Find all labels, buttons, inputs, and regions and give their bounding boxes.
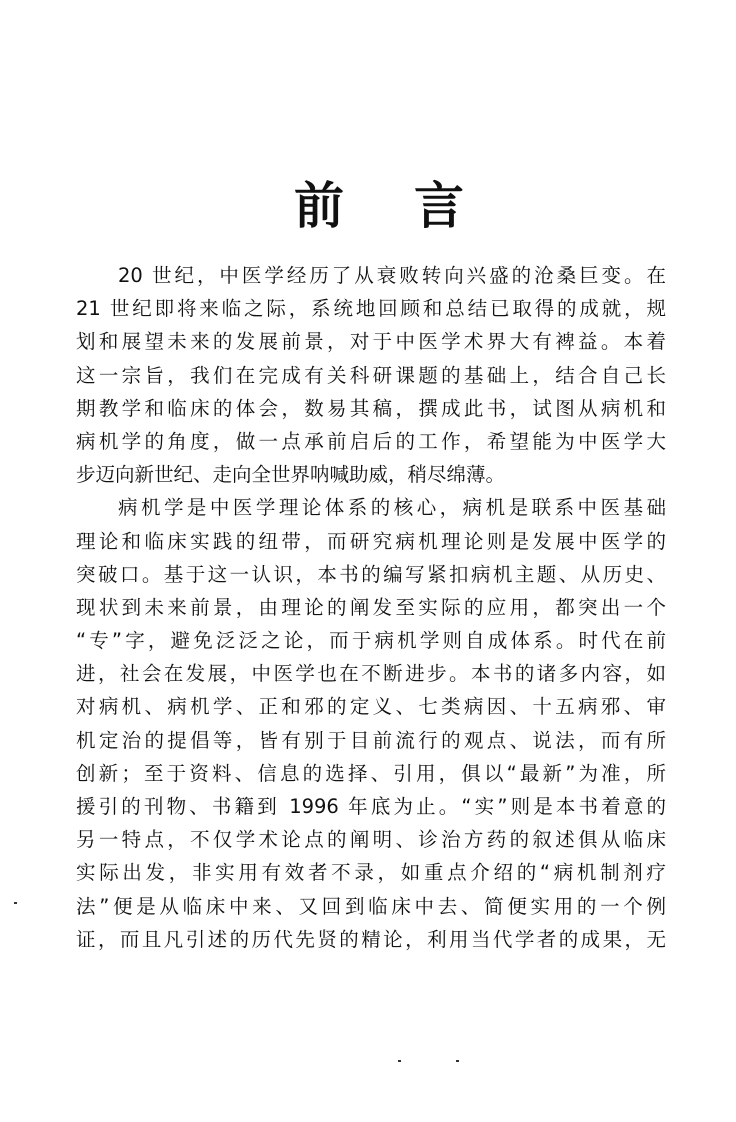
paragraph-2-line-6: 进，社会在发展，中医学也在不断进步。本书的诸多内容，如 — [76, 662, 666, 686]
title-char-1: 前 — [294, 177, 344, 235]
paragraph-1-line-4: 这一宗旨，我们在完成有关科研课题的基础上，结合自己长 — [76, 363, 666, 387]
scan-speck — [456, 1060, 459, 1062]
paragraph-2-line-14: 证，而且凡引述的历代先贤的精论，利用当代学者的成果，无 — [76, 927, 666, 951]
paragraph-1-line-6: 病机学的角度，做一点承前启后的工作，希望能为中医学大 — [76, 429, 666, 453]
paragraph-1-line-5: 期教学和临床的体会，数易其稿，撰成此书，试图从病机和 — [76, 396, 666, 420]
paragraph-2-line-3: 突破口。基于这一认识，本书的编写紧扣病机主题、从历史、 — [76, 562, 666, 586]
title-char-2: 言 — [414, 177, 464, 235]
paragraph-2-line-10: 援引的刊物、书籍到 1996 年底为止。“实”则是本书着意的 — [76, 795, 666, 818]
paragraph-2-line-5: “专”字，避免泛泛之论，而于病机学则自成体系。时代在前 — [76, 629, 666, 653]
paragraph-2-line-12: 实际出发，非实用有效者不录，如重点介绍的“病机制剂疗 — [76, 861, 666, 885]
paragraph-2-line-11: 另一特点，不仅学术论点的阐明、诊治方药的叙述俱从临床 — [76, 828, 666, 852]
body-text — [76, 259, 666, 956]
paragraph-2-line-4: 现状到未来前景，由理论的阐发至实际的应用，都突出一个 — [76, 595, 666, 619]
paragraph-2-line-1: 病机学是中医学理论体系的核心，病机是联系中医基础 — [118, 496, 666, 520]
paragraph-1-line-3: 划和展望未来的发展前景，对于中医学术界大有裨益。本着 — [76, 330, 666, 354]
page-title — [0, 176, 736, 236]
paragraph-1-line-2: 21 世纪即将来临之际，系统地回顾和总结已取得的成就，规 — [76, 297, 666, 321]
paragraph-2-line-13: 法”便是从临床中来、又回到临床中去、简便实用的一个例 — [76, 894, 666, 918]
paragraph-2-line-8: 机定治的提倡等，皆有别于目前流行的观点、说法，而有所 — [76, 728, 666, 752]
paragraph-1-line-1: 20 世纪，中医学经历了从衰败转向兴盛的沧桑巨变。在 — [118, 264, 666, 287]
scan-speck — [14, 902, 17, 904]
paragraph-2-line-9: 创新；至于资料、信息的选择、引用，俱以“最新”为准，所 — [76, 761, 666, 785]
paragraph-2-line-2: 理论和临床实践的纽带，而研究病机理论则是发展中医学的 — [76, 529, 666, 553]
scan-speck — [398, 1060, 401, 1062]
paragraph-1-line-7: 步迈向新世纪、走向全世界呐喊助威，稍尽绵薄。 — [76, 463, 506, 487]
paragraph-2-line-7: 对病机、病机学、正和邪的定义、七类病因、十五病邪、审 — [76, 695, 666, 719]
